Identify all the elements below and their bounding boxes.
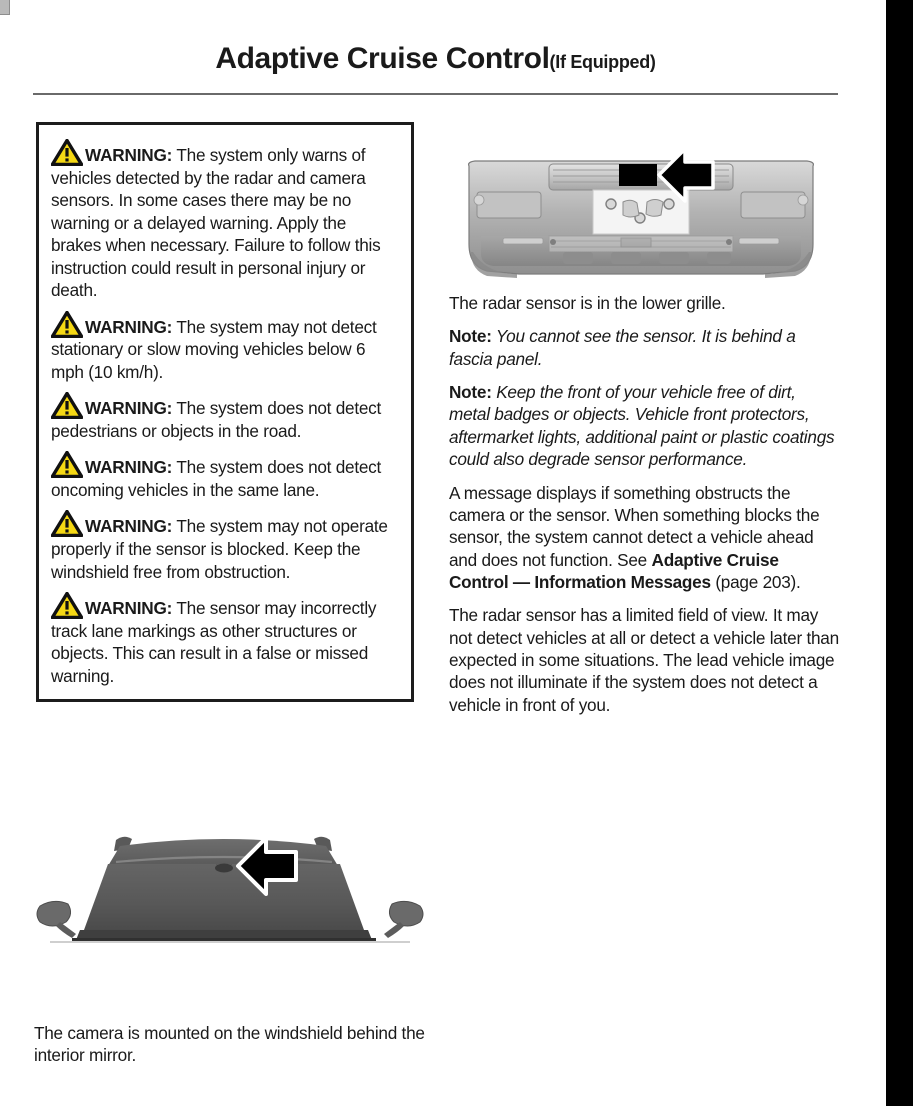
warning-text: The system does not detect pedestrians or objects in the road. [51,398,382,441]
warning-text: The system may not detect stationary or slow moving vehicles below 6 mph (10 km/h). [51,316,377,382]
warning-label: WARNING: [85,598,173,619]
page-corner-mark [0,0,10,15]
warning-text: The system does not detect oncoming vehicles in the same lane. [51,457,382,500]
cross-reference-link[interactable]: Adaptive Cruise Control — Information Messages [449,549,779,592]
warning-text: The system may not operate properly if the sensor is blocked. Keep the windshield free from obstruction. [51,516,388,582]
warning-item [51,392,399,442]
right-column [449,140,839,727]
note-text: Keep the front of your vehicle free of dirt, metal badges or objects. Vehicle front protectors, aftermarket lights, additional paint or plastic coatings could also degrade sensor performance. [449,382,835,470]
warning-item [51,451,399,501]
note-label: Note: [449,326,492,347]
warning-item [51,311,399,384]
camera-location-caption: The camera is mounted on the windshield behind the interior mirror. [34,1023,425,1066]
warning-triangle-icon [51,510,83,537]
warnings-box [36,122,414,702]
warning-triangle-icon [51,592,83,619]
title-divider [33,93,838,95]
warning-label: WARNING: [85,516,173,537]
page-title-main: Adaptive Cruise Control [215,42,550,75]
warning-triangle-icon [51,392,83,419]
note-sensor-hidden [449,325,839,370]
warning-item [51,510,399,583]
warning-text: The system only warns of vehicles detected by the radar and camera sensors. In some cases there may be no warning or a delayed warning. Apply the brakes when necessary. Failure to follow this instruction could result in personal injury or death. [51,145,381,301]
obstruction-message-text [449,482,839,594]
warning-triangle-icon [51,139,83,166]
warning-label: WARNING: [85,457,173,478]
note-label: Note: [449,382,492,403]
warning-label: WARNING: [85,145,173,165]
obstruction-text-pre: A message displays if something obstructs the camera or the sensor. When something blocks the sensor, the system cannot detect a vehicle ahead and does not function. See [449,482,820,570]
warning-triangle-icon [51,311,83,338]
left-column [36,122,414,702]
warning-label: WARNING: [85,398,173,419]
warning-item [51,139,399,302]
warning-label: WARNING: [85,316,173,337]
windshield-camera-illustration [20,818,440,1008]
radar-location-text: The radar sensor is in the lower grille. [449,293,726,313]
warning-triangle-icon [51,451,83,478]
front-bumper-radar-sensor-illustration [463,140,819,292]
page-right-black-band [886,0,913,1106]
warning-text: The sensor may incorrectly track lane markings as other structures or objects. This can result in a false or missed warning. [51,598,377,686]
note-text: You cannot see the sensor. It is behind a fascia panel. [449,326,796,369]
black-sensor-rectangle [619,164,657,186]
note-keep-front-clean [449,381,839,470]
page-title-sub: (If Equipped) [549,52,656,72]
warning-item [51,592,399,687]
obstruction-page-ref: (page 203). [710,571,801,592]
page-title [0,42,871,76]
field-of-view-text: The radar sensor has a limited field of view. It may not detect vehicles at all or detect a vehicle later than expected in some situations. The lead vehicle image does not illuminate if the system does not detect a vehicle in front of you. [449,605,839,715]
